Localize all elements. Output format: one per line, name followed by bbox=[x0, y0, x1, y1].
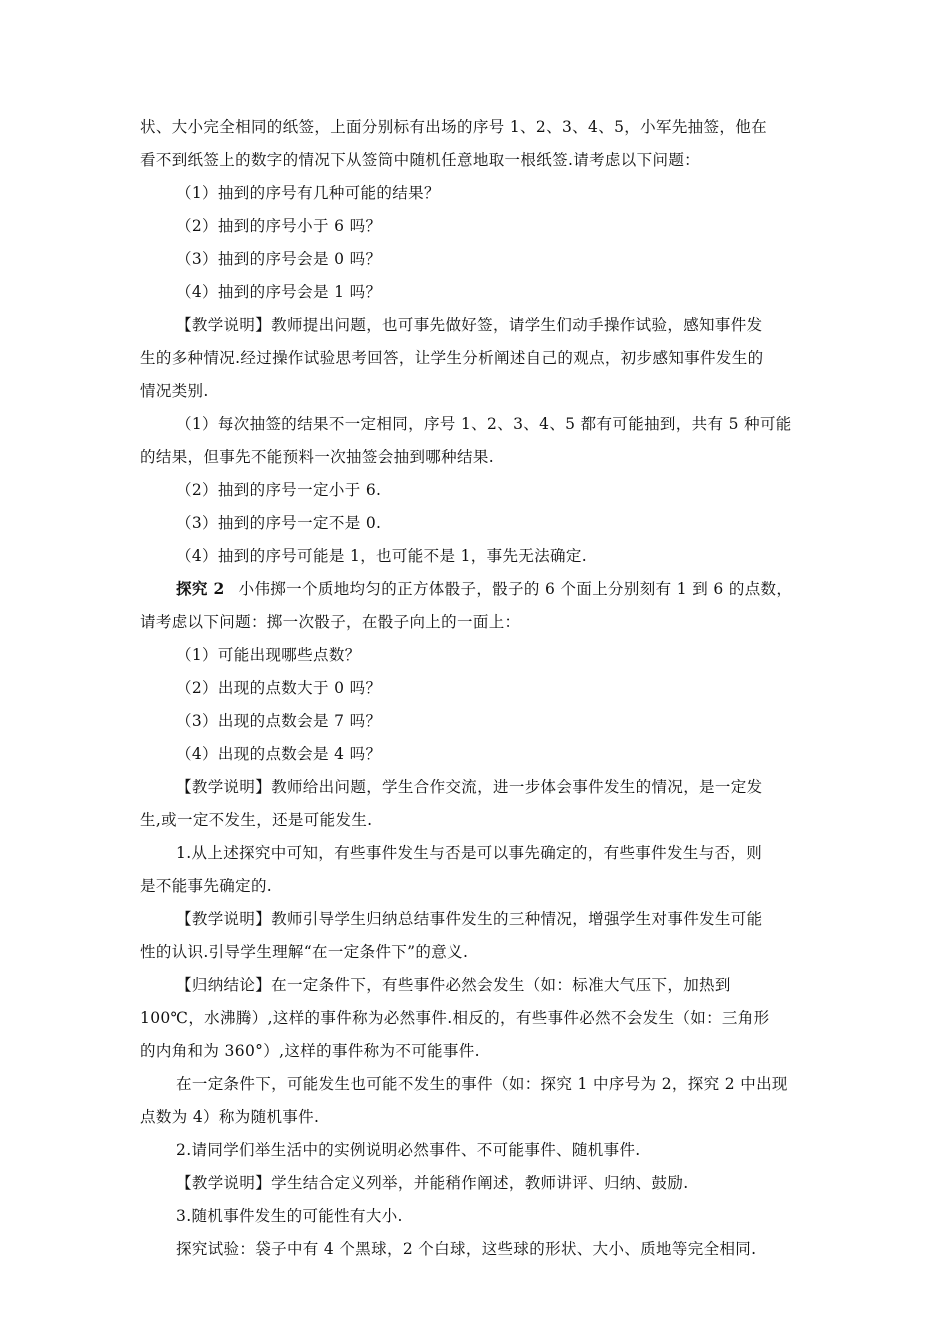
paragraph-line: 请考虑以下问题：掷一次骰子，在骰子向上的一面上： bbox=[140, 613, 521, 631]
paragraph-line: 是不能事先确定的. bbox=[140, 877, 273, 895]
answer-item: （1）每次抽签的结果不一定相同，序号 1、2、3、4、5 都有可能抽到，共有 5 种可能 bbox=[176, 415, 792, 433]
teaching-note-line: 【教学说明】教师提出问题，也可事先做好签，请学生们动手操作试验，感知事件发 bbox=[176, 316, 763, 334]
paragraph-line: 看不到纸签上的数字的情况下从签筒中随机任意地取一根纸签.请考虑以下问题： bbox=[140, 151, 701, 169]
paragraph-line: 的结果，但事先不能预料一次抽签会抽到哪种结果. bbox=[140, 448, 494, 466]
exploration-text: 小伟掷一个质地均匀的正方体骰子，骰子的 6 个面上分别刻有 1 到 6 的点数， bbox=[238, 580, 793, 598]
paragraph-line: 点数为 4）称为随机事件. bbox=[140, 1108, 320, 1126]
teaching-note-line: 【教学说明】教师给出问题，学生合作交流，进一步体会事件发生的情况，是一定发 bbox=[176, 778, 763, 796]
exploration-heading: 探究 2 bbox=[176, 579, 225, 598]
paragraph-line: 100℃，水沸腾）,这样的事件称为必然事件.相反的，有些事件必然不会发生（如：三角形 bbox=[140, 1009, 770, 1027]
paragraph-line: 生的多种情况.经过操作试验思考回答，让学生分析阐述自己的观点，初步感知事件发生的 bbox=[140, 349, 764, 367]
teaching-note-line: 【教学说明】学生结合定义列举，并能稍作阐述，教师讲评、归纳、鼓励. bbox=[176, 1174, 689, 1192]
paragraph-line: 在一定条件下，可能发生也可能不发生的事件（如：探究 1 中序号为 2，探究 2 中出现 bbox=[176, 1075, 788, 1093]
question-item: （2）出现的点数大于 0 吗？ bbox=[176, 679, 382, 697]
conclusion-line: 【归纳结论】在一定条件下，有些事件必然会发生（如：标准大气压下，加热到 bbox=[176, 976, 731, 994]
question-item: （3）抽到的序号会是 0 吗？ bbox=[176, 250, 382, 268]
teaching-note-line: 【教学说明】教师引导学生归纳总结事件发生的三种情况，增强学生对事件发生可能 bbox=[176, 910, 763, 928]
question-item: （1）可能出现哪些点数？ bbox=[176, 646, 361, 664]
exploration-2-line bbox=[176, 578, 810, 600]
question-item: （3）出现的点数会是 7 吗？ bbox=[176, 712, 382, 730]
paragraph-line: 1.从上述探究中可知，有些事件发生与否是可以事先确定的，有些事件发生与否，则 bbox=[176, 844, 763, 862]
paragraph-line: 性的认识.引导学生理解“在一定条件下”的意义. bbox=[140, 943, 469, 961]
answer-item: （4）抽到的序号可能是 1，也可能不是 1，事先无法确定. bbox=[176, 547, 588, 565]
paragraph-line: 3.随机事件发生的可能性有大小. bbox=[176, 1207, 403, 1225]
paragraph-line: 状、大小完全相同的纸签，上面分别标有出场的序号 1、2、3、4、5，小军先抽签，他在 bbox=[140, 118, 767, 136]
paragraph-line: 探究试验：袋子中有 4 个黑球，2 个白球，这些球的形状、大小、质地等完全相同. bbox=[176, 1240, 757, 1258]
answer-item: （2）抽到的序号一定小于 6. bbox=[176, 481, 382, 499]
paragraph-line: 生,或一定不发生，还是可能发生. bbox=[140, 811, 373, 829]
paragraph-line: 情况类别. bbox=[140, 382, 209, 400]
paragraph-line: 的内角和为 360°）,这样的事件称为不可能事件. bbox=[140, 1042, 480, 1060]
question-item: （2）抽到的序号小于 6 吗？ bbox=[176, 217, 382, 235]
answer-item: （3）抽到的序号一定不是 0. bbox=[176, 514, 382, 532]
question-item: （1）抽到的序号有几种可能的结果？ bbox=[176, 184, 440, 202]
question-item: （4）出现的点数会是 4 吗？ bbox=[176, 745, 382, 763]
question-item: （4）抽到的序号会是 1 吗？ bbox=[176, 283, 382, 301]
paragraph-line: 2.请同学们举生活中的实例说明必然事件、不可能事件、随机事件. bbox=[176, 1141, 641, 1159]
